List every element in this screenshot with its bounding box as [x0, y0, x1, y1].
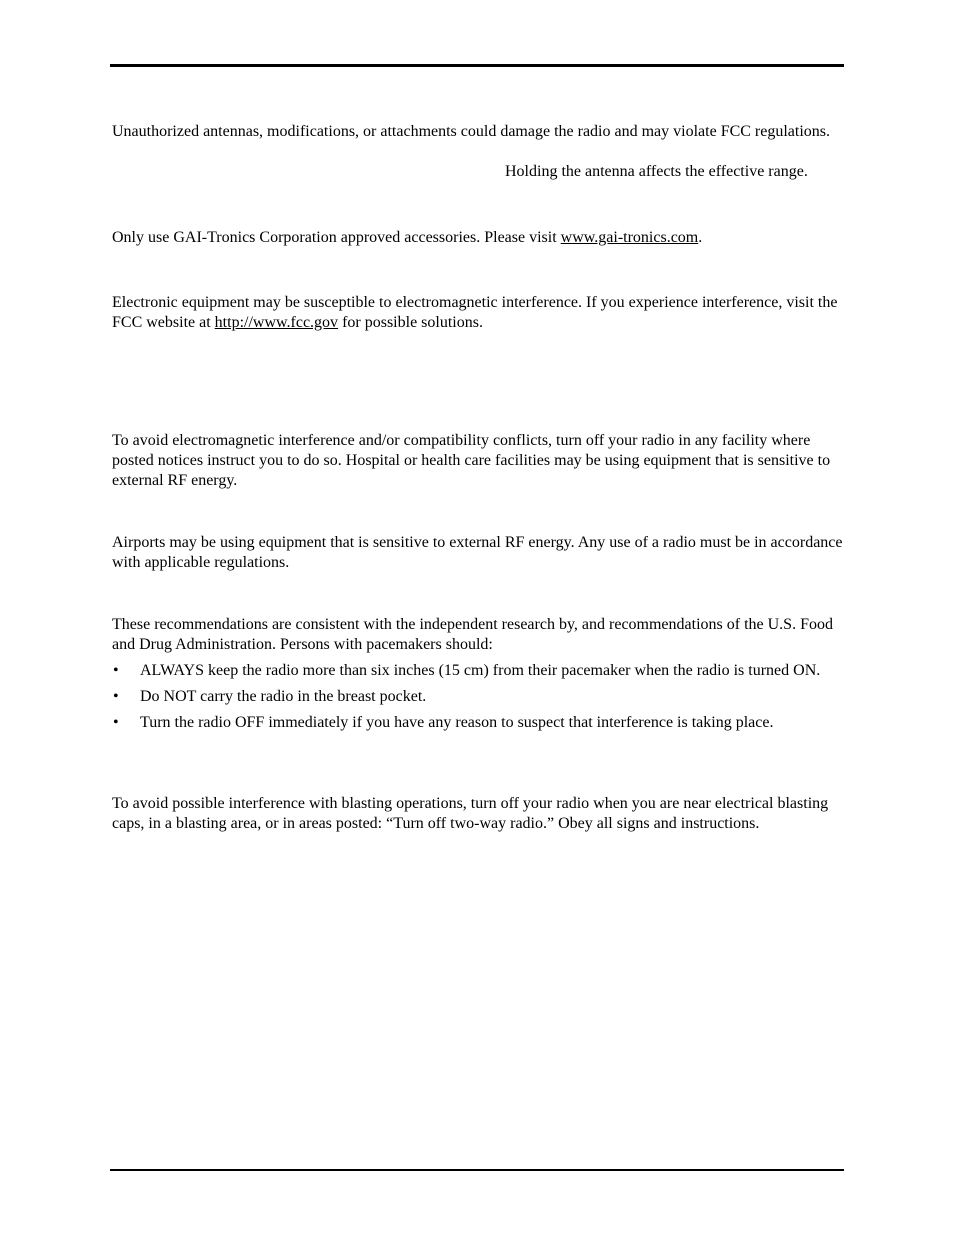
- emi-suffix: for possible solutions.: [338, 314, 483, 331]
- facilities-paragraph: To avoid electromagnetic interference and/or compatibility conflicts, turn off your radio in any facility where posted notices instruct you to do so. Hospital or health care facilities may be using equipment that is sensitive to external RF energy.: [112, 432, 831, 489]
- footer-rule: [110, 1169, 844, 1171]
- fcc-link[interactable]: http://www.fcc.gov: [214, 314, 339, 331]
- emi-paragraph: [112, 293, 847, 333]
- bullet-icon: •: [113, 662, 119, 679]
- antenna-paragraph: Unauthorized antennas, modifications, or attachments could damage the radio and may violate FCC regulations.: [112, 123, 831, 140]
- antenna-holding-note: Holding the antenna affects the effective range.: [505, 163, 808, 180]
- blasting-paragraph: To avoid possible interference with blasting operations, turn off your radio when you are near electrical blasting caps, in a blasting area, or in areas posted: “Turn off two-way radio.” Obey all signs and instructions.: [112, 795, 829, 832]
- header-rule: [110, 64, 844, 67]
- bullet-text: Do NOT carry the radio in the breast pocket.: [140, 688, 427, 705]
- bullet-text: ALWAYS keep the radio more than six inches (15 cm) from their pacemaker when the radio is turned ON.: [140, 662, 821, 679]
- pacemaker-bullet-list: [112, 661, 847, 733]
- accessories-paragraph: [112, 228, 847, 248]
- pacemakers-paragraph: These recommendations are consistent with the independent research by, and recommendations of the U.S. Food and Drug Administration. Persons with pacemakers should:: [112, 616, 833, 653]
- bullet-text: Turn the radio OFF immediately if you have any reason to suspect that interference is taking place.: [140, 714, 774, 731]
- emi-text: Electronic equipment may be susceptible to electromagnetic interference. If you experience interference, visit the FCC website at: [112, 294, 838, 331]
- gai-tronics-link[interactable]: www.gai-tronics.com: [560, 229, 699, 246]
- list-item: [112, 687, 847, 707]
- bullet-icon: •: [113, 714, 119, 731]
- list-item: [112, 713, 847, 733]
- bullet-icon: •: [113, 688, 119, 705]
- airports-paragraph: Airports may be using equipment that is sensitive to external RF energy. Any use of a radio must be in accordance with applicable regulations.: [112, 534, 843, 571]
- accessories-text: Only use GAI-Tronics Corporation approved accessories. Please visit: [112, 229, 561, 246]
- list-item: [112, 661, 847, 681]
- accessories-suffix: .: [698, 229, 703, 246]
